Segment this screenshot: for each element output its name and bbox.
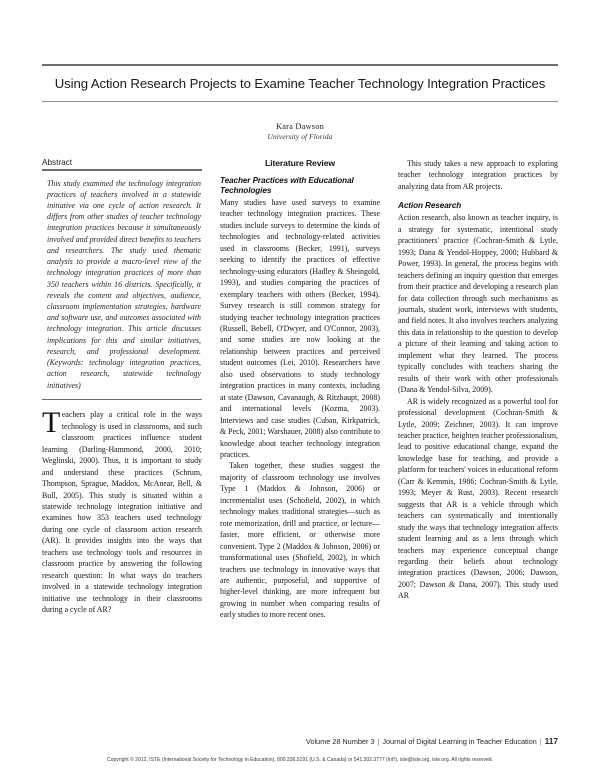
column-3: [398, 158, 558, 724]
action-research-paragraph-2: AR is widely recognized as a powerful tool for professional development (Cochran-Smith & Lytle, 2009; Zeichner, 2003). It can improve teacher practice, heighten teacher professionalism, lead to positive educational change, expand the knowledge base for teaching, and provide a platform for teachers' voices in educational reform (Carr & Kemmis, 1986; Cochran-Smith & Lytle, 1993; Meyer & Rust, 2003). Recent research suggests that AR is a vehicle through which teachers can systematically and intentionally study the ways that technology integration affects student learning and as a lens through which teachers may experience conceptual change regarding their beliefs about technology integration practices (Dawson, 2006; Dawson, 2007; Dawson & Dana, 2007). This study used AR: [398, 396, 558, 601]
abstract-text: This study examined the technology integration practices of teachers involved in a statewide initiative via one cycle of action research. It differs from other studies of teacher technology integration practices because it simultaneously involved and provided direct benefits to teachers and researchers. The study used thematic analysis to provide a macro-level view of the technology integration practices of more than 350 teachers within 16 districts. Specifically, it reveals the content and objectives, audience, classroom implementation strategies, hardware and software use, and outcomes associated with technology integration. This article discusses implications for this and similar initiatives, research, and professional development. (Keywords: technology integration practices, action research, statewide technology initiatives): [47, 178, 201, 390]
footer-separator-1: |: [377, 737, 380, 746]
action-research-paragraph-1: Action research, also known as teacher inquiry, is a strategy for systematic, intentional study practitioners' practice (Cochran-Smith & Lytle, 1993; Dana & Yendol-Hoppey, 2000; Hubbard & Power, 1993). In general, the process begins with teachers defining an inquiry question that emerges from their practice and developing a research plan for data collection through such mechanisms as journals, student work, interviews with students, and field notes. It also involves teachers analyzing this data in relationship to the question to develop a picture of their learning and taking action to implement what they learned. The process typically concludes with teachers sharing the results of their work with other professionals (Dana & Yendol-Silva, 2009).: [398, 213, 558, 395]
footer-journal: Journal of Digital Learning in Teacher Education: [382, 737, 537, 746]
footer: [42, 736, 558, 746]
article-columns: [42, 158, 558, 724]
lit-review-paragraph-3: This study takes a new approach to exploring teacher technology integration practices by analyzing data from AR projects.: [398, 159, 558, 191]
author-affiliation: University of Florida: [267, 132, 333, 141]
intro-paragraph: Teachers play a critical role in the ways technology is used in classrooms, and such classroom practices influence student learning (Darling-Hammond, 2000, 2010; Weglinski, 2000). Thus, it is important to study and understand these practices (Schrum, Thompson, Sprague, Maddox, McAnear, Bell, & Bull, 2005). This study is situated within a statewide technology integration initiative and examines how 353 teachers used technology during one cycle of classroom action research (AR). It provides insights into the ways that teachers use technology tools and resources in classroom practice by answering the following research question: In what ways do teachers involved in a statewide technology integration initiative use technology in their classrooms during a cycle of AR?: [42, 406, 202, 615]
column-2: [220, 158, 380, 724]
copyright-notice: Copyright © 2012, ISTE (International Society for Technology in Education), 800.336.5191 (U.S. & Canada) or 541.302.3777 (Int'l), iste@iste.org, iste.org. All rights reserved.: [107, 757, 493, 763]
abstract-rule-top: [42, 169, 202, 171]
footer-separator-2: |: [539, 737, 542, 746]
footer-page-number: 117: [544, 736, 558, 746]
lit-review-paragraph-2: Taken together, these studies suggest the majority of classroom technology use involves Type 1 (Maddox & Johnson, 2006) or incrementalist uses (Schofield, 2002), in which technology makes traditional strategies—such as rote memorization, drill and practice, or lecture—faster, more efficient, or otherwise more convenient. Type 2 (Maddox & Johnson, 2006) or transformational uses (Shofield, 2002), in which teachers use technology in innovative ways that are authentic, purposeful, and supportive of higher-level thinking, are more infrequent but growing in number when comparing results of early studies to more recent ones.: [220, 461, 380, 620]
subheading-action-research: Action Research: [398, 201, 462, 211]
page-title: Using Action Research Projects to Examine Teacher Technology Integration Practices: [54, 76, 546, 91]
lit-review-paragraph-1: Many studies have used surveys to examine teacher technology integration practices. These studies include surveys to determine the kinds of technologies and technology-related activities used in classrooms (Becker, 1991), surveys seeking to identify the practices of effective technology-using educators (Hadley & Sheingold, 1993), and studies comparing the practices of exemplary teachers with others (Becker, 1994). Survey research is still common strategy for studying teacher technology integration practices (Russell, Bebell, O'Dwyer, and O'Connor, 2003), and some studies are now looking at the relationship between practices and perceived student outcomes (Lei, 2010). Researchers have also used observations to study technology integration practices in many contexts, including at state (Dawson, Cavanaugh, & Ritzhaupt, 2008) and international levels (Kozma, 2003). Interviews and case studies (Cuban, Kirkpatrick, & Peck, 2001; Warshauer, 2008) also contribute to knowledge about teacher technology integration practices.: [220, 198, 380, 459]
abstract-rule-bottom: [42, 399, 202, 401]
author-name: Kara Dawson: [275, 122, 324, 131]
title-block: [42, 64, 558, 102]
subheading-teacher-practices: Teacher Practices with Educational Technologies: [220, 176, 354, 195]
section-heading-literature-review: Literature Review: [265, 158, 335, 168]
footer-volume: Volume 28 Number 3: [305, 737, 375, 746]
title-rule-bottom: [42, 101, 558, 102]
abstract-label: Abstract: [42, 158, 73, 167]
author-block: [42, 122, 558, 141]
column-1: [42, 158, 202, 724]
